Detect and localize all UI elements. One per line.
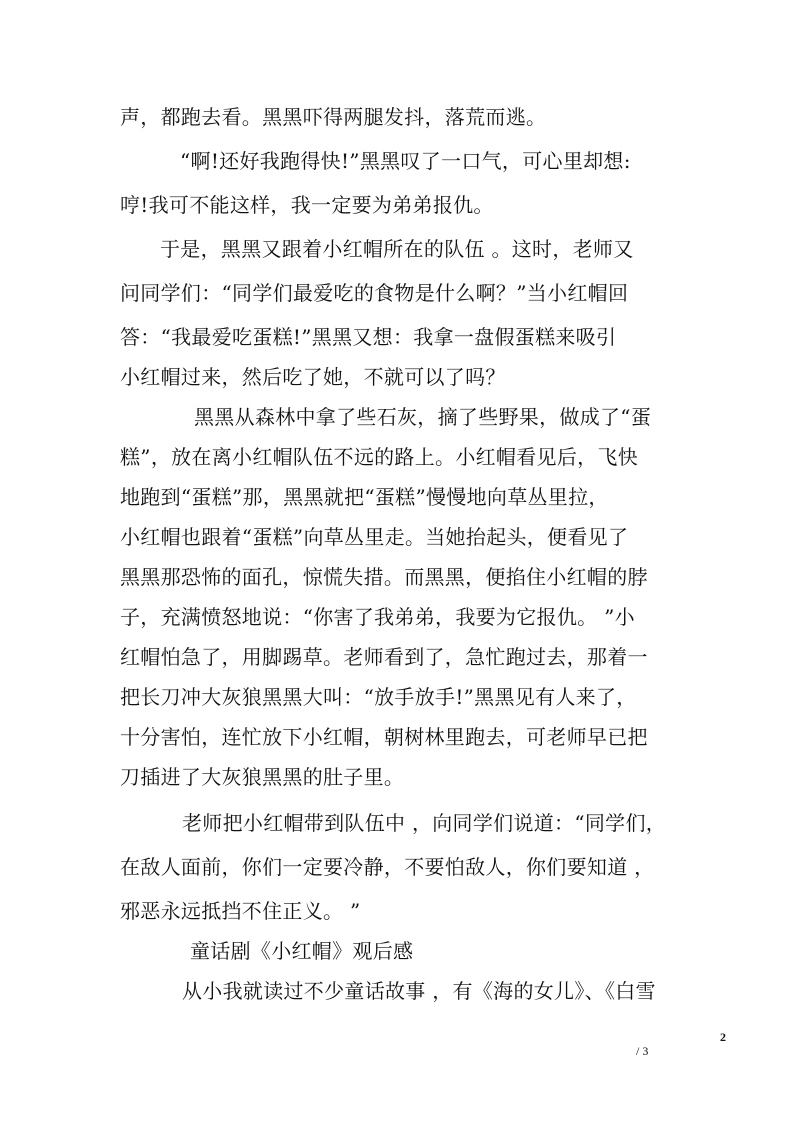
text-line: 小红帽也跟着“蛋糕”向草丛里走。当她抬起头，便看见了 xyxy=(120,525,629,549)
text-line: 于是，黑黑又跟着小红帽所在的队伍 。这时，老师又 xyxy=(160,237,634,261)
text-line: 糕”，放在离小红帽队伍不远的路上。小红帽看见后，飞快 xyxy=(120,445,639,469)
text-line: 小红帽过来，然后吃了她，不就可以了吗？ xyxy=(120,365,506,389)
text-line: 老师把小红帽带到队伍中 ，向同学们说道：“同学们， xyxy=(182,811,667,835)
text-line: 声，都跑去看。黑黑吓得两腿发抖，落荒而逃。 xyxy=(120,105,547,129)
text-line: 黑黑从森林中拿了些石灰，摘了些野果，做成了“蛋 xyxy=(194,405,652,429)
text-line: 黑黑那恐怖的面孔，惊慌失措。而黑黑，便掐住小红帽的脖 xyxy=(120,565,648,589)
text-line: 红帽怕急了，用脚踢草。老师看到了，急忙跑过去，那着一 xyxy=(120,645,648,669)
text-line: 邪恶永远抵挡不住正义。 ” xyxy=(120,899,361,923)
text-line: 答：“我最爱吃蛋糕!”黑黑又想：我拿一盘假蛋糕来吸引 xyxy=(120,325,617,349)
text-line: 问同学们：“同学们最爱吃的食物是什么啊？”当小红帽回 xyxy=(120,281,629,305)
text-line: 十分害怕，连忙放下小红帽，朝树林里跑去，可老师早已把 xyxy=(120,725,648,749)
text-line: 刀插进了大灰狼黑黑的肚子里。 xyxy=(120,765,405,789)
text-line: 子，充满愤怒地说：“你害了我弟弟，我要为它报仇。 ”小 xyxy=(120,605,635,629)
text-line: 地跑到“蛋糕”那，黑黑就把“蛋糕”慢慢地向草丛里拉， xyxy=(120,485,609,509)
page-number: 2 xyxy=(720,1030,726,1044)
section-heading: 童话剧《小红帽》观后感 xyxy=(190,939,414,963)
text-line: 从小我就读过不少童话故事 ，有《海的女儿》、《白雪 xyxy=(182,979,656,1003)
text-line: “啊!还好我跑得快!”黑黑叹了一口气，可心里却想: xyxy=(180,149,631,173)
text-line: 把长刀冲大灰狼黑黑大叫：“放手放手!”黑黑见有人来了， xyxy=(120,685,637,709)
text-line: 哼!我可不能这样，我一定要为弟弟报仇。 xyxy=(120,193,494,217)
page-total: / 3 xyxy=(636,1044,649,1058)
text-line: 在敌人面前，你们一定要冷静，不要怕敌人，你们要知道 ， xyxy=(120,855,655,879)
